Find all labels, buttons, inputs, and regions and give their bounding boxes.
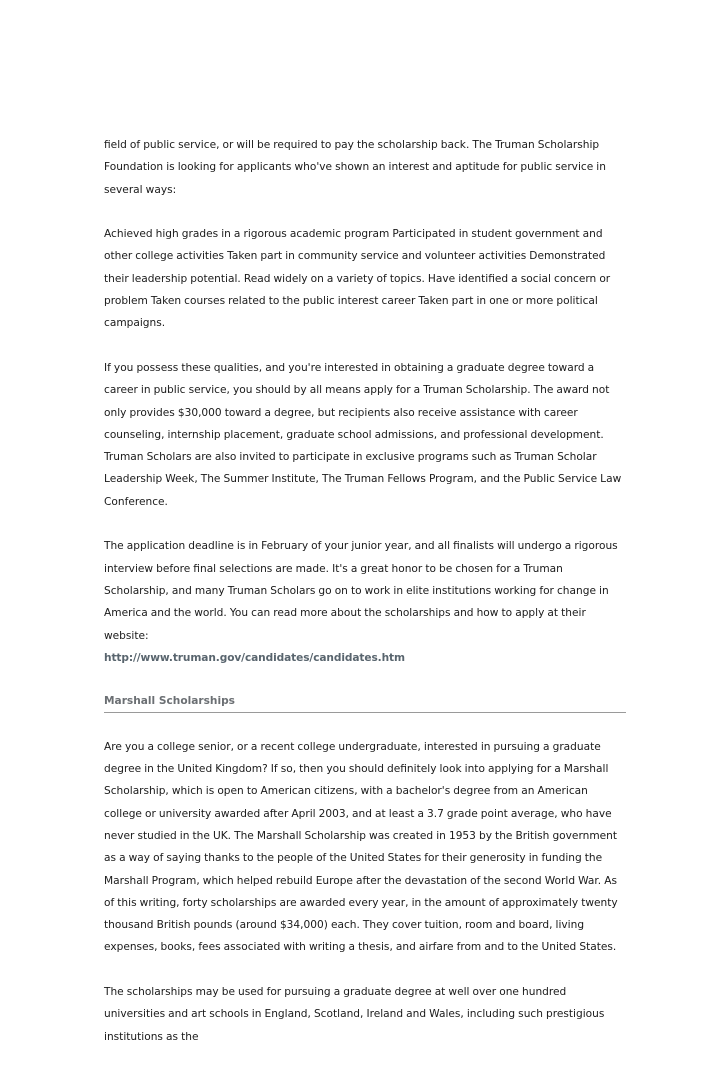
paragraph-truman-benefits: If you possess these qualities, and you're interested in obtaining a graduate degree toward a career in public service, you should by all means apply for a Truman Scholarship. The award not only provides $30,000 toward a degree, but recipients also receive assistance with career counseling, internship placement, graduate school admissions, and professional development. Truman Scholars are also invited to participate in exclusive programs such as Truman Scholar Leadership Week, The Summer Institute, The Truman Fellows Program, and the Public Service Law Conference. <box>104 361 622 508</box>
truman-website-link[interactable]: http://www.truman.gov/candidates/candidates.htm <box>104 651 405 664</box>
paragraph-marshall-intro: Are you a college senior, or a recent college undergraduate, interested in pursuing a graduate degree in the United Kingdom? If so, then you should definitely look into applying for a Marshall Scholarship, which is open to American citizens, with a bachelor's degree from an American college or university awarded after April 2003, and at least a 3.7 grade point average, who have never studied in the UK. The Marshall Scholarship was created in 1953 by the British government as a way of saying thanks to the people of the United States for their generosity in funding the Marshall Program, which helped rebuild Europe after the devastation of the second World War. As of this writing, forty scholarships are awarded every year, in the amount of approximately twenty thousand British pounds (around $34,000) each. They cover tuition, room and board, living expenses, books, fees associated with writing a thesis, and airfare from and to the United States. <box>104 740 618 954</box>
document-body <box>104 134 626 1070</box>
paragraph-truman-criteria: Achieved high grades in a rigorous academic program Participated in student government and other college activities Taken part in community service and volunteer activities Demonstrated their leadership potential. Read widely on a variety of topics. Have identified a social concern or problem Taken courses related to the public interest career Taken part in one or more political campaigns. <box>104 228 611 330</box>
paragraph-marshall-universities: The scholarships may be used for pursuing a graduate degree at well over one hundred universities and art schools in England, Scotland, Ireland and Wales, including such prestigious institutions as the <box>104 985 605 1043</box>
section-heading-marshall: Marshall Scholarships <box>104 691 626 713</box>
paragraph-truman-intro: field of public service, or will be required to pay the scholarship back. The Truman Scholarship Foundation is looking for applicants who've shown an interest and aptitude for public service in several ways: <box>104 139 606 196</box>
paragraph-truman-deadline: The application deadline is in February of your junior year, and all finalists will undergo a rigorous interview before final selections are made. It's a great honor to be chosen for a Truman Scholarship, and many Truman Scholars go on to work in elite institutions working for change in America and the world. You can read more about the scholarships and how to apply at their website: <box>104 540 618 642</box>
